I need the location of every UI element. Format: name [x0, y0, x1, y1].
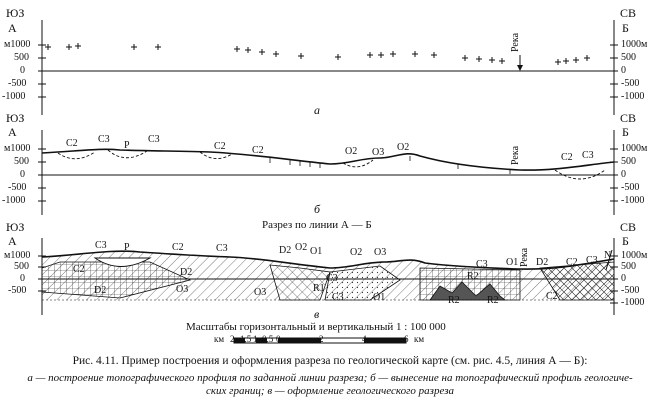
- figure-caption-line3: ских границ; в — оформление геологического разреза: [206, 385, 454, 397]
- figure-caption-line2: а — построение топографического профиля по заданной линии разреза; б — вынесение на топографический профиль геологиче-: [27, 372, 633, 384]
- axis-tick-right-minus500: -500: [621, 78, 640, 89]
- river-label-v: Река: [519, 247, 530, 267]
- scale-title: Масштабы горизонтальный и вертикальный 1 : 100 000: [186, 321, 446, 333]
- right-point-label-b: Б: [622, 125, 629, 139]
- geo-label-b-3: P: [124, 140, 130, 151]
- figure-caption-title: Рис. 4.11. Пример построения и оформления разреза по геологической карте (см. рис. 4.5, линия А — Б):: [72, 355, 588, 367]
- scale-tick-1: 1: [253, 334, 258, 344]
- scale-tick-2a: 2: [230, 334, 235, 344]
- axis-tick-right-0-b: 0: [621, 169, 626, 180]
- axis-tick-right-0: 0: [621, 65, 626, 76]
- geo-label-v-16: R1: [313, 283, 325, 294]
- axis-tick-right-500: 500: [621, 52, 636, 63]
- left-point-label: А: [8, 21, 17, 35]
- axis-tick-left-500-b: 500: [14, 156, 29, 167]
- axis-tick-right-500-v: 500: [621, 261, 636, 272]
- axis-tick-right-0-v: 0: [621, 273, 626, 284]
- axis-tick-left-0: 0: [20, 65, 25, 76]
- panel-a-profile: [42, 43, 614, 71]
- axis-tick-right-minus1000: -1000: [621, 91, 645, 102]
- scale-tick-4: 4: [362, 334, 367, 344]
- geo-label-b-5: C2: [214, 141, 226, 152]
- geo-label-v-19: C3: [476, 259, 488, 270]
- axis-tick-left-500: 500: [14, 52, 29, 63]
- geo-label-v-5: C2: [73, 264, 85, 275]
- axis-tick-left-minus500-v: -500: [8, 285, 27, 296]
- geo-label-v-26: C3: [586, 255, 598, 266]
- scale-unit-left: км: [214, 334, 225, 344]
- scale-tick-6: 6: [404, 334, 409, 344]
- geo-label-b-9: O2: [397, 142, 410, 153]
- geo-label-v-9: D2: [279, 245, 292, 256]
- river-label-b: Река: [510, 145, 521, 165]
- geo-label-v-3: C2: [172, 242, 184, 253]
- geo-label-v-25: C2: [566, 257, 578, 268]
- geo-label-v-23: O1: [506, 257, 519, 268]
- geo-label-v-2: P: [124, 242, 130, 253]
- axis-tick-right-500-b: 500: [621, 156, 636, 167]
- right-point-label: Б: [622, 21, 629, 35]
- geo-label-v-13: O3: [374, 247, 387, 258]
- geo-label-b-10: C2: [561, 152, 573, 163]
- axis-tick-right-1000-v: 1000м: [621, 250, 648, 261]
- geo-label-v-24: D2: [536, 257, 549, 268]
- axis-tick-left-1000: м1000: [4, 39, 31, 50]
- axis-tick-left-minus1000: -1000: [2, 91, 26, 102]
- geo-label-b-8: O3: [372, 147, 385, 158]
- geo-label-v-15: O3: [254, 287, 267, 298]
- axis-tick-right-1000: 1000м: [621, 39, 648, 50]
- axis-tick-left-0-b: 0: [20, 169, 25, 180]
- axis-tick-left-minus500-b: -500: [8, 182, 27, 193]
- geo-label-v-7: D2: [94, 285, 107, 296]
- scale-tick-0-5: 0,5: [262, 334, 274, 344]
- geo-label-v-6: D2: [180, 267, 193, 278]
- geo-label-b-11: C3: [582, 150, 594, 161]
- geo-label-v-22: R2: [487, 295, 499, 306]
- axis-tick-right-minus1000-v: -1000: [621, 297, 645, 308]
- geo-label-v-17: C3: [332, 292, 344, 303]
- section-title: Разрез по линии А — Б: [262, 219, 372, 231]
- right-direction-label-v: СВ: [620, 220, 637, 234]
- geo-label-v-21: R2: [448, 295, 460, 306]
- geo-label-v-11: O1: [310, 246, 323, 257]
- geo-label-b-6: C2: [252, 145, 264, 156]
- axis-tick-right-minus500-v: -500: [621, 285, 640, 296]
- left-point-label-b: А: [8, 125, 17, 139]
- right-point-label-v: Б: [622, 234, 629, 248]
- axis-tick-left-500-v: 500: [14, 261, 29, 272]
- left-point-label-v: А: [8, 234, 17, 248]
- right-direction-label-b: СВ: [620, 111, 637, 125]
- river-label-a: Река: [510, 32, 521, 52]
- geo-label-v-4: C3: [216, 243, 228, 254]
- geo-label-v-18: O1: [373, 292, 386, 303]
- geo-label-v-1: C3: [95, 240, 107, 251]
- scale-unit-right: км: [414, 334, 425, 344]
- axis-tick-left-1000-v: м1000: [4, 250, 31, 261]
- axis-tick-left-0-v: 0: [20, 273, 25, 284]
- left-direction-label: ЮЗ: [6, 6, 25, 20]
- geo-label-v-10: O2: [295, 242, 308, 253]
- geo-label-v-14: C3: [326, 273, 338, 284]
- panel-label-a: а: [314, 103, 320, 117]
- geo-label-v-12: O2: [350, 247, 363, 258]
- axis-tick-right-minus500-b: -500: [621, 182, 640, 193]
- scale-tick-2b: 2: [319, 334, 324, 344]
- geo-label-b-1: C2: [66, 138, 78, 149]
- axis-tick-left-minus1000-b: -1000: [2, 195, 26, 206]
- left-direction-label-b: ЮЗ: [6, 111, 25, 125]
- elevation-points: [45, 43, 590, 65]
- axis-tick-right-minus1000-b: -1000: [621, 195, 645, 206]
- geo-label-v-27: N: [604, 250, 612, 261]
- geo-label-v-8: O3: [176, 284, 189, 295]
- geo-label-v-20: R2: [467, 271, 479, 282]
- panel-label-b: б: [314, 202, 321, 216]
- panel-label-v: в: [314, 307, 320, 321]
- right-direction-label: СВ: [620, 6, 637, 20]
- scale-tick-1-5: 1,5: [240, 334, 252, 344]
- scale-tick-0: 0: [276, 334, 281, 344]
- axis-tick-left-minus500: -500: [8, 78, 27, 89]
- geo-label-v-28: C2: [546, 291, 558, 302]
- left-direction-label-v: ЮЗ: [6, 220, 25, 234]
- axis-tick-left-1000-b: м1000: [4, 143, 31, 154]
- geo-label-b-7: O2: [345, 146, 358, 157]
- geo-label-b-2: C3: [98, 134, 110, 145]
- axis-tick-right-1000-b: 1000м: [621, 143, 648, 154]
- geo-label-b-4: C3: [148, 134, 160, 145]
